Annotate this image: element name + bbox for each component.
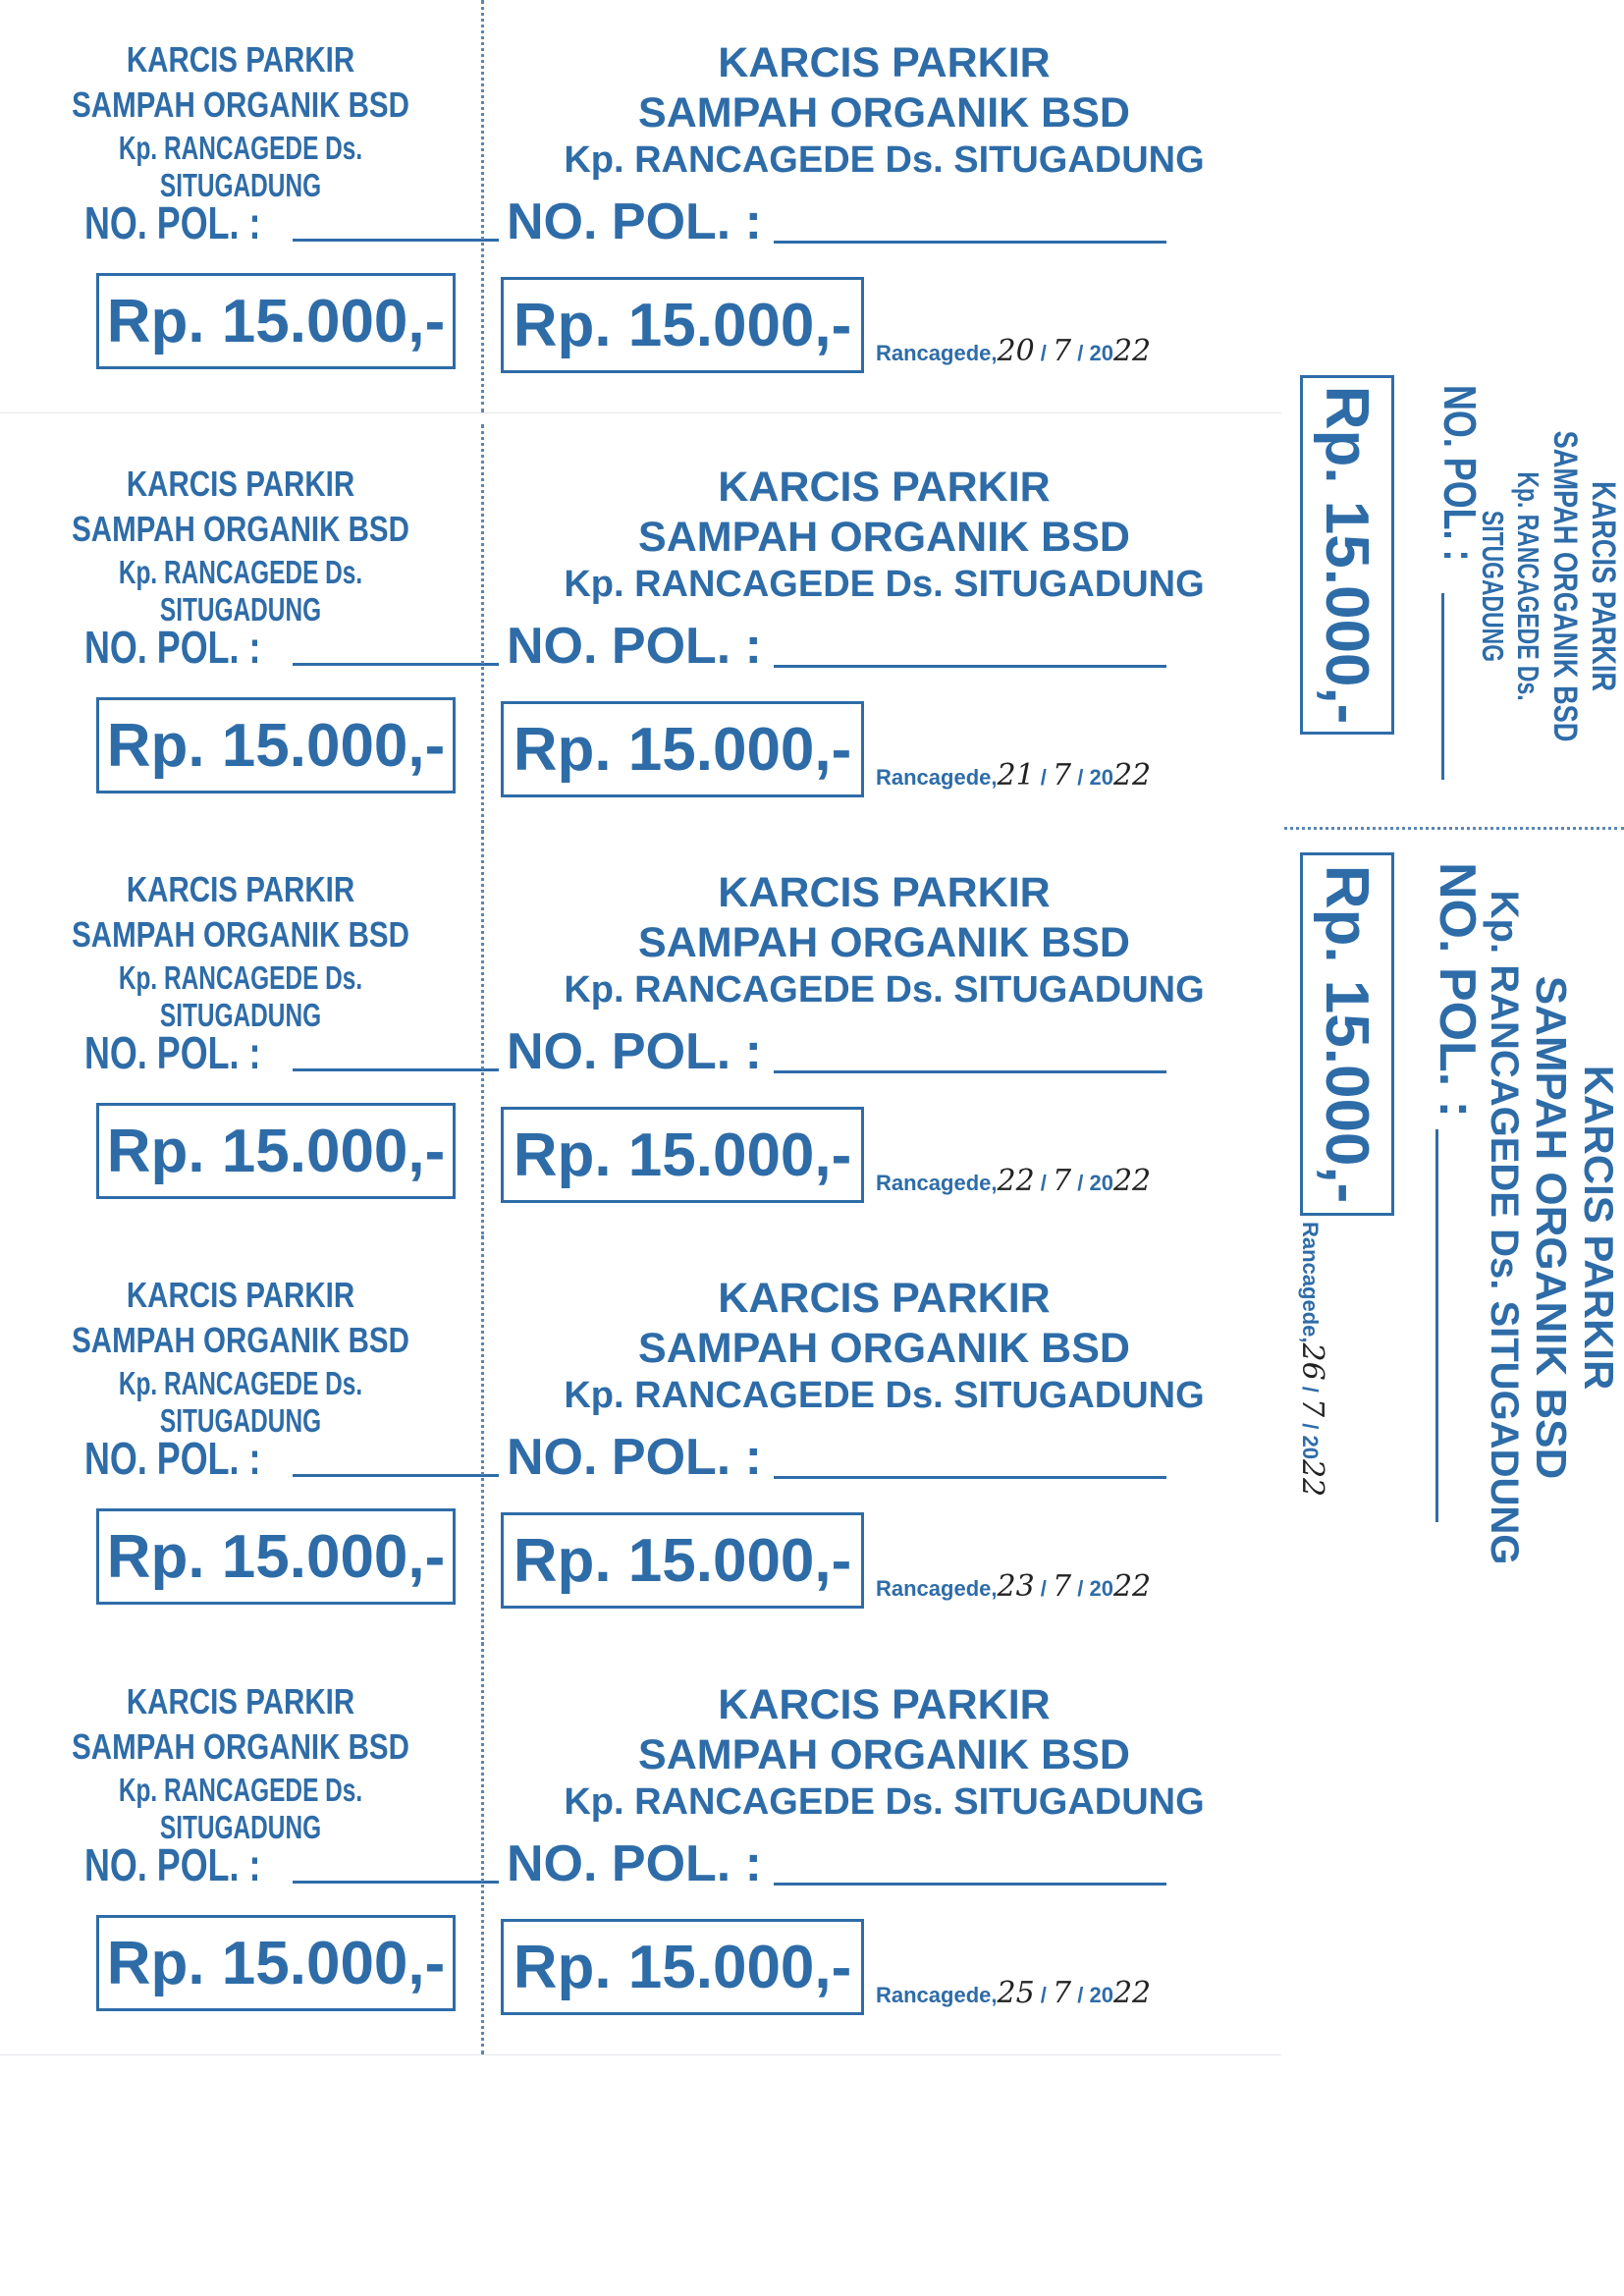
stub-title: KARCIS PARKIR [126,1681,355,1722]
ticket-stub [0,830,481,1242]
main-address: Kp. RANCAGEDE Ds. SITUGADUNG [564,1375,1205,1416]
stub-address: Kp. RANCAGEDE Ds. SITUGADUNG [118,1365,363,1439]
ticket-stub [1284,346,1624,827]
ticket-stub [0,1642,481,2054]
date-year-prefix: 20 [1089,1576,1113,1601]
ticket-main [487,424,1281,837]
stub-nopol-line [1441,593,1444,780]
main-nopol-label: NO. POL. : [507,618,762,675]
ticket-date: Rancagede,21 / 7 / 2022 [876,758,1152,793]
stub-price: Rp. 15.000,- [96,697,456,793]
stub-title: KARCIS PARKIR [126,869,355,909]
main-price: Rp. 15.000,- [501,277,864,373]
stub-nopol-label: NO. POL. : [84,1027,261,1078]
stub-nopol-line [293,239,499,242]
main-address: Kp. RANCAGEDE Ds. SITUGADUNG [564,139,1205,181]
main-price: Rp. 15.000,- [501,1107,864,1203]
stub-address: Kp. RANCAGEDE Ds. SITUGADUNG [118,554,363,628]
stub-nopol-label: NO. POL. : [1435,385,1486,562]
main-nopol-field [1428,862,1487,1522]
main-nopol-label: NO. POL. : [507,1023,762,1080]
date-place: Rancagede, [876,765,998,790]
stub-address: Kp. RANCAGEDE Ds. SITUGADUNG [118,130,363,203]
stub-price: Rp. 15.000,- [1300,375,1394,735]
main-org: SAMPAH ORGANIK BSD [638,89,1130,137]
main-price: Rp. 15.000,- [501,701,864,797]
stub-org: SAMPAH ORGANIK BSD [72,914,409,955]
main-address: Kp. RANCAGEDE Ds. SITUGADUNG [564,564,1205,605]
main-nopol-field [507,1834,1166,1893]
perforation-line [481,0,484,412]
date-year-prefix: 20 [1089,1983,1113,2007]
date-year-prefix: 20 [1298,1435,1323,1459]
date-year-prefix: 20 [1089,341,1113,365]
stub-price: Rp. 15.000,- [96,273,456,369]
ticket-main [487,0,1281,412]
ticket-stub [0,1235,481,1648]
main-title: KARCIS PARKIR [1576,1065,1622,1391]
main-org: SAMPAH ORGANIK BSD [638,514,1130,561]
parking-ticket [0,830,1281,1243]
date-day: 22 [997,1164,1035,1198]
date-month: 7 [1053,1976,1072,2010]
ticket-main [487,830,1281,1242]
main-title: KARCIS PARKIR [718,39,1051,86]
stub-nopol-field [84,1026,499,1079]
main-nopol-line [774,665,1166,668]
date-month: 7 [1053,1164,1072,1198]
main-nopol-field [507,1022,1166,1081]
stub-price: Rp. 15.000,- [96,1508,456,1605]
ticket-date: Rancagede,22 / 7 / 2022 [876,1164,1152,1198]
date-year: 22 [1112,758,1152,793]
main-address: Kp. RANCAGEDE Ds. SITUGADUNG [1483,890,1526,1565]
stub-nopol-line [293,663,499,666]
ticket-date: Rancagede,25 / 7 / 2022 [876,1976,1152,2010]
stub-title: KARCIS PARKIR [126,464,355,504]
main-nopol-field [507,192,1166,251]
main-nopol-field [507,617,1166,676]
date-month: 7 [1295,1398,1329,1418]
parking-ticket [0,1235,1281,1649]
date-place: Rancagede, [876,1983,998,2007]
parking-ticket [0,1642,1281,2055]
main-title: KARCIS PARKIR [718,464,1051,511]
stub-address: Kp. RANCAGEDE Ds. SITUGADUNG [1476,471,1545,701]
date-year: 22 [1112,1976,1152,2010]
main-title: KARCIS PARKIR [718,1681,1051,1728]
ticket-main [1284,833,1624,1622]
date-month: 7 [1053,1569,1072,1604]
stub-nopol-line [293,1881,499,1884]
stub-address: Kp. RANCAGEDE Ds. SITUGADUNG [118,959,363,1033]
main-title: KARCIS PARKIR [718,869,1051,916]
date-month: 7 [1053,334,1072,368]
main-org: SAMPAH ORGANIK BSD [638,919,1130,966]
date-year: 22 [1112,1569,1152,1604]
stub-nopol-field [84,1432,499,1485]
stub-nopol-line [293,1474,499,1477]
main-address: Kp. RANCAGEDE Ds. SITUGADUNG [564,1781,1205,1823]
main-price: Rp. 15.000,- [1300,852,1394,1216]
main-nopol-label: NO. POL. : [507,1835,762,1892]
ticket-stub [0,424,481,837]
stub-nopol-field [1434,385,1487,780]
perforation-line [1284,827,1624,830]
stub-nopol-field [84,1838,499,1891]
date-day: 26 [1295,1342,1329,1381]
stub-org: SAMPAH ORGANIK BSD [72,84,409,125]
date-place: Rancagede, [876,341,998,365]
perforation-line [481,424,484,837]
date-place: Rancagede, [876,1576,998,1601]
main-nopol-line [774,1476,1166,1479]
date-year: 22 [1295,1458,1329,1498]
stub-nopol-label: NO. POL. : [84,197,261,248]
stub-title: KARCIS PARKIR [126,1275,355,1315]
main-org: SAMPAH ORGANIK BSD [638,1731,1130,1778]
main-org: SAMPAH ORGANIK BSD [638,1325,1130,1372]
ticket-main [487,1642,1281,2054]
stub-nopol-label: NO. POL. : [84,1839,261,1890]
stub-title: KARCIS PARKIR [1585,480,1622,692]
main-nopol-field [507,1428,1166,1487]
date-year-prefix: 20 [1089,1171,1113,1195]
ticket-stub [0,0,481,412]
date-day: 21 [997,758,1035,793]
stub-nopol-field [84,196,499,249]
ticket-main [487,1235,1281,1648]
date-year-prefix: 20 [1089,765,1113,790]
stub-price: Rp. 15.000,- [96,1103,456,1199]
main-address: Kp. RANCAGEDE Ds. SITUGADUNG [564,969,1205,1011]
perforation-line [481,830,484,1242]
ticket-date: Rancagede,23 / 7 / 2022 [876,1569,1152,1604]
date-place: Rancagede, [1298,1222,1323,1343]
parking-ticket [0,424,1281,838]
stub-nopol-label: NO. POL. : [84,622,261,673]
main-nopol-line [1435,1129,1438,1522]
main-title: KARCIS PARKIR [718,1275,1051,1322]
stub-nopol-line [293,1068,499,1071]
date-month: 7 [1053,758,1072,793]
stub-address: Kp. RANCAGEDE Ds. SITUGADUNG [118,1772,363,1845]
rotated-ticket [1284,346,1624,1622]
main-nopol-line [774,1883,1166,1886]
stub-org: SAMPAH ORGANIK BSD [72,1726,409,1767]
date-day: 20 [997,334,1035,368]
main-price: Rp. 15.000,- [501,1919,864,2015]
stub-org: SAMPAH ORGANIK BSD [1546,430,1584,742]
perforation-line [481,1235,484,1648]
stub-nopol-label: NO. POL. : [84,1433,261,1484]
perforation-line [481,1642,484,2054]
ticket-date: Rancagede,20 / 7 / 2022 [876,334,1152,368]
main-nopol-label: NO. POL. : [507,1429,762,1486]
date-day: 23 [997,1569,1035,1604]
main-nopol-line [774,1070,1166,1073]
stub-org: SAMPAH ORGANIK BSD [72,1320,409,1360]
stub-price: Rp. 15.000,- [96,1915,456,2011]
ticket-date: Rancagede,26 / 7 / 2022 [1295,1222,1329,1498]
date-day: 25 [997,1976,1035,2010]
main-nopol-label: NO. POL. : [1429,862,1486,1118]
date-place: Rancagede, [876,1171,998,1195]
stub-title: KARCIS PARKIR [126,39,355,80]
main-org: SAMPAH ORGANIK BSD [1527,975,1575,1480]
main-nopol-line [774,241,1166,244]
date-year: 22 [1112,1164,1152,1198]
stub-nopol-field [84,621,499,674]
main-nopol-label: NO. POL. : [507,193,762,250]
parking-ticket [0,0,1281,413]
date-year: 22 [1112,334,1152,368]
stub-org: SAMPAH ORGANIK BSD [72,509,409,549]
main-price: Rp. 15.000,- [501,1512,864,1609]
